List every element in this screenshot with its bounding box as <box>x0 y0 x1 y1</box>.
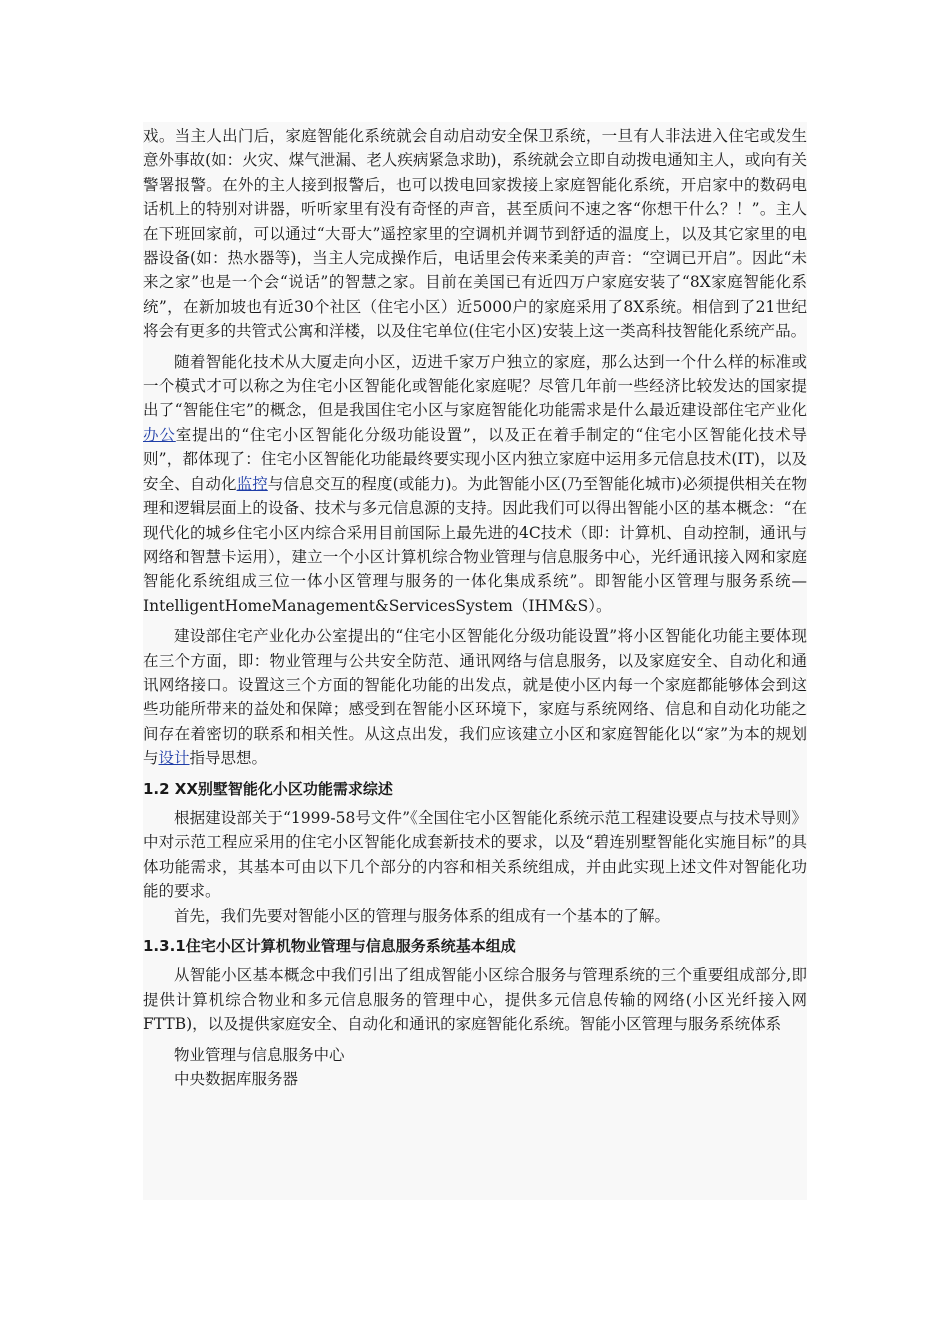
list-item-database-server: 中央数据库服务器 <box>174 1070 299 1089</box>
paragraph-text: 室提出的“住宅小区智能化分级功能设置”，以及正在着手制定的“住宅小区智能化技术导则”，都体现了：住宅小区智能化功能最终要实现小区内独立家庭中运用多元信息技术(IT)，以及安全、自动化 <box>143 425 807 493</box>
section-heading-1-2: 1.2 XX别墅智能化小区功能需求综述 <box>143 779 393 798</box>
paragraph-text: 指导思想。 <box>189 749 268 768</box>
document-body <box>143 124 807 1091</box>
monitoring-link[interactable]: 监控 <box>236 474 268 493</box>
design-link[interactable]: 设计 <box>158 749 190 768</box>
paragraph-text: 与信息交互的程度(或能力)。为此智能小区(乃至智能化城市)必须提供相关在物理和逻辑层面上的设备、技术与多元信息源的支持。因此我们可以得出智能小区的基本概念：“在现代化的城乡住宅小区内综合采用目前国际上最先进的4C技术（即：计算机、自动控制，通讯与网络和智慧卡运用），建立一个小区计算机综合物业管理与信息服务中心，光纤通讯接入网和家庭智能化系统组成三位一体小区管理与服务的一体化集成系统”。即智能小区管理与服务系统—IntelligentHomeManagement&ServicesSystem（IHM&S）。 <box>143 474 807 615</box>
paragraph-text: 随着智能化技术从大厦走向小区，迈进千家万户独立的家庭，那么达到一个什么样的标准或一个模式才可以称之为住宅小区智能化或智能化家庭呢？尽管几年前一些经济比较发达的国家提出了“智能住宅”的概念，但是我国住宅小区与家庭智能化功能需求是什么最近建设部住宅产业化 <box>143 352 807 420</box>
paragraph-text: 戏。当主人出门后，家庭智能化系统就会自动启动安全保卫系统，一旦有人非法进入住宅或发生意外事故(如：火灾、煤气泄漏、老人疾病紧急求助)，系统就会立即自动拨电通知主人，或向有关警署报警。在外的主人接到报警后，也可以拨电回家拨接上家庭智能化系统，开启家中的数码电话机上的特别对讲器，听听家里有没有奇怪的声音，甚至质问不速之客“你想干什么？！”。主人在下班回家前，可以通过“大哥大”遥控家里的空调机并调节到舒适的温度上，以及其它家里的电器设备(如：热水器等)，当主人完成操作后，电话里会传来柔美的声音：“空调已开启”。因此“未来之家”也是一个会“说话”的智慧之家。目前在美国已有近四万户家庭安装了“8X家庭智能化系统”，在新加坡也有近30个社区（住宅小区）近5000户的家庭采用了8X系统。相信到了21世纪将会有更多的共管式公寓和洋楼，以及住宅单位(住宅小区)安装上这一类高科技智能化系统产品。 <box>143 127 807 341</box>
paragraph-smart-community-concept <box>143 350 807 618</box>
paragraph-text: 建设部住宅产业化办公室提出的“住宅小区智能化分级功能设置”将小区智能化功能主要体现在三个方面，即：物业管理与公共安全防范、通讯网络与信息服务，以及家庭安全、自动化和通讯网络接口。设置这三个方面的智能化功能的出发点，就是使小区内每一个家庭都能够体会到这些功能所带来的益处和保障；感受到在智能小区环境下，家庭与系统网络、信息和自动化功能之间存在着密切的联系和相关性。从这点出发，我们应该建立小区和家庭智能化以“家”为本的规划与 <box>143 627 807 768</box>
list-item-service-center: 物业管理与信息服务中心 <box>174 1045 345 1064</box>
paragraph-smart-home-intro <box>143 124 807 344</box>
paragraph-requirements: 根据建设部关于“1999-58号文件”《全国住宅小区智能化系统示范工程建设要点与技术导则》中对示范工程应采用的住宅小区智能化成套新技术的要求，以及“碧连别墅智能化实施目标”的具体功能需求，其基本可由以下几个部分的内容和相关系统组成，并由此实现上述文件对智能化功能的要求。 <box>143 808 807 901</box>
paragraph-system-composition: 从智能小区基本概念中我们引出了组成智能小区综合服务与管理系统的三个重要组成部分,即提供计算机综合物业和多元信息服务的管理中心，提供多元信息传输的网络(小区光纤接入网FTTB)，以及提供家庭安全、自动化和通讯的家庭智能化系统。智能小区管理与服务系统体系 <box>143 966 807 1034</box>
paragraph-function-levels <box>143 624 807 770</box>
section-heading-1-3-1: 1.3.1住宅小区计算机物业管理与信息服务系统基本组成 <box>143 937 516 955</box>
paragraph-first-understanding: 首先，我们先要对智能小区的管理与服务体系的组成有一个基本的了解。 <box>174 906 671 925</box>
office-link[interactable]: 办公 <box>143 425 176 444</box>
